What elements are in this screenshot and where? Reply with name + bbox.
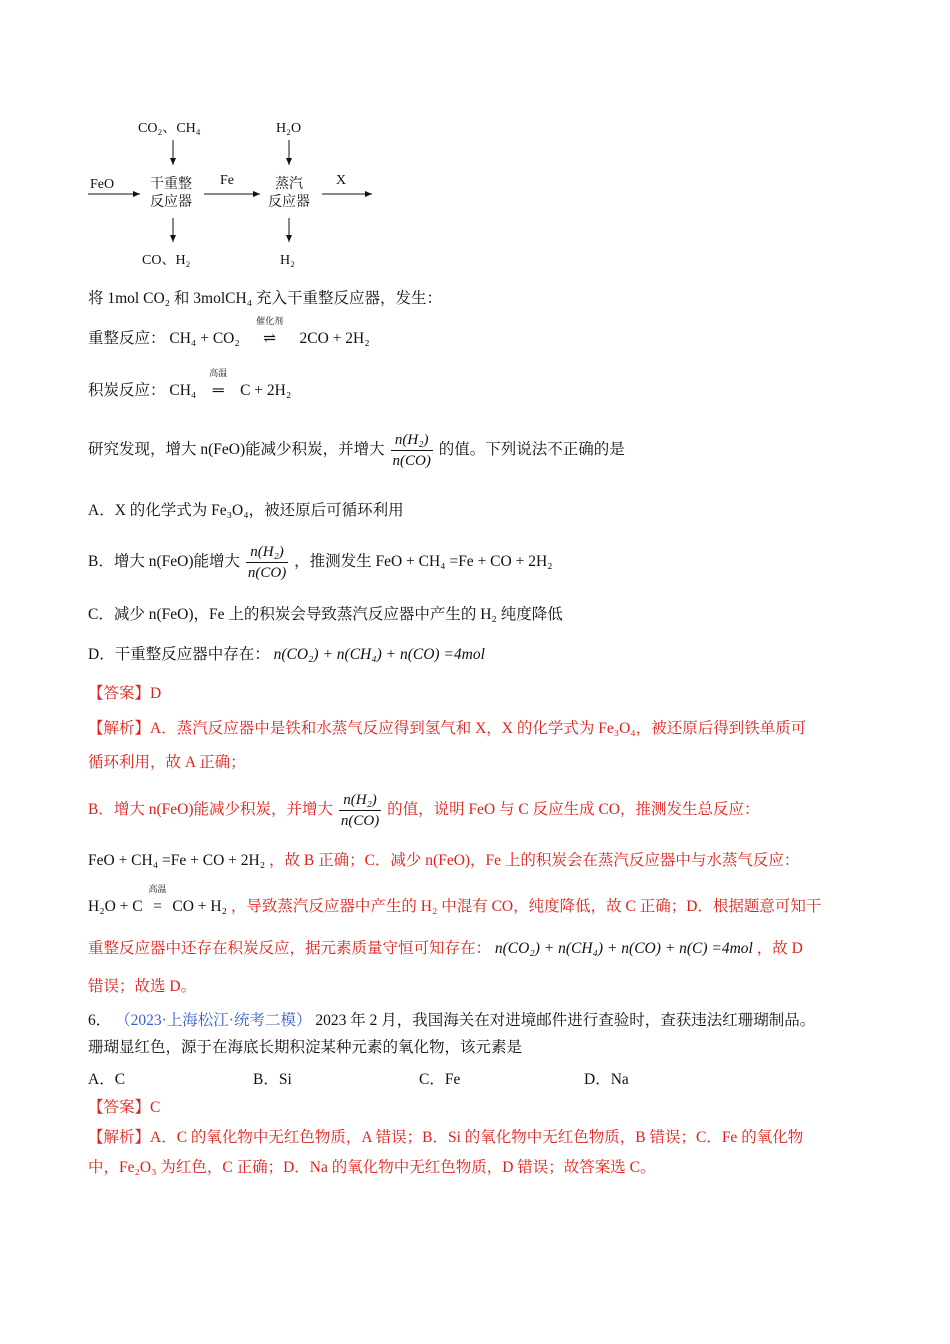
q6-source-link[interactable]: （2023·上海松江·统考二模） [115,1012,312,1029]
research-pre: 研究发现，增大 n(FeO)能减少积炭，并增大 [88,441,385,458]
analysis5-l6-eq: n(CO₂) + n(CH₄) + n(CO) + n(C) =4mol [494,940,753,957]
reactor2-line2: 反应器 [268,195,310,210]
mid-label: Fe [220,173,234,188]
option-b-post: ，推测发生 [294,553,372,570]
analysis5-l3-post: 的值，说明 FeO 与 C 反应生成 CO，推测发生总反应： [387,801,760,818]
option-d-pre: D．干重整反应器中存在： [88,646,270,663]
option-a: A．X 的化学式为 Fe₃O₄，被还原后可循环利用 [88,502,404,519]
analysis5-l5-rhs: CO + H₂ [172,898,227,915]
reactor1-line1: 干重整 [150,177,192,192]
analysis5-l5-cond [147,884,169,918]
analysis5-l4-text: ，故 B 正确；C．减少 n(FeO)，Fe 上的积炭会在蒸汽反应器中与水蒸气反应： [268,852,800,869]
ratio-num: n(H₂) [391,430,433,451]
analysis5-num: n(H₂) [339,790,381,811]
ratio-den: n(CO) [392,452,431,469]
analysis5-l4-eq: FeO + CH₄ =Fe + CO + 2H₂ [88,852,266,869]
analysis5-l3-pre: B．增大 n(FeO)能减少积炭，并增大 [88,801,333,818]
option-b-den: n(CO) [247,564,287,581]
q6-option-a: A．C [88,1071,126,1088]
analysis5-l1: 【解析】A．蒸汽反应器中是铁和水蒸气反应得到氢气和 X，X 的化学式为 Fe₃O₄，被还原后得到铁单质可 [88,720,807,737]
reform-label: 重整反应： [88,330,166,347]
analysis5-l5 [88,884,822,918]
carbon-lhs: CH₄ [169,382,197,399]
output-right-label: X [336,173,347,188]
out-bottom-left: CO、H₂ [142,253,191,268]
q6-option-d: D．Na [584,1071,629,1088]
q6-number: 6． [88,1012,112,1029]
analysis5-l6-end: ，故 D [756,940,803,957]
analysis5-l3 [88,788,760,832]
research-text [88,428,625,472]
option-b-fraction [246,542,288,583]
process-diagram [80,110,390,275]
carbon-label: 积炭反应： [88,382,166,399]
equilibrium-arrow-icon: ⇌ [263,330,277,347]
analysis5-l4 [88,850,799,872]
reform-cond-text: 催化剂 [256,316,284,326]
equals-sign-icon: = [153,898,162,915]
carbon-reaction [88,368,292,402]
option-b-eq: FeO + CH₄ =Fe + CO + 2H₂ [375,553,553,570]
reform-rhs: 2CO + 2H₂ [299,330,370,347]
analysis6-l1: 【解析】A．C 的氧化物中无红色物质，A 错误；B．Si 的氧化物中无红色物质，B 错误；C．Fe 的氧化物 [88,1129,804,1146]
analysis5-l2: 循环利用，故 A 正确； [88,754,246,771]
equals-sign-icon: ═ [212,382,224,399]
option-b-pre: B．增大 n(FeO)能增大 [88,553,240,570]
carbon-rhs: C + 2H₂ [240,382,292,399]
carbon-cond-text: 高温 [209,368,228,378]
analysis5-fraction [339,790,381,831]
option-b-num: n(H₂) [246,542,288,563]
q6-option-b: B．Si [253,1071,292,1088]
ratio-fraction [391,430,433,471]
q6-option-c: C．Fe [419,1071,461,1088]
analysis6-l2: 中，Fe₂O₃ 为红色，C 正确；D．Na 的氧化物中无红色物质，D 错误；故答案选 C。 [88,1159,656,1176]
carbon-condition [200,368,236,402]
analysis5-l5-text: ，导致蒸汽反应器中产生的 H₂ 中混有 CO，纯度降低，故 C 正确；D．根据题意可知干 [230,898,822,915]
analysis5-l5-lhs: H₂O + C [88,898,143,915]
option-d [88,644,485,666]
analysis5-l6 [88,938,803,960]
answer-6: 【答案】C [88,1099,161,1116]
reactor2-line1: 蒸汽 [275,177,303,192]
option-d-eq: n(CO₂) + n(CH₄) + n(CO) =4mol [273,646,485,663]
q6-line1 [88,1010,815,1032]
feed-top-left: CO₂、CH₄ [138,121,201,136]
reform-reaction [88,316,370,350]
reform-lhs: CH₄ + CO₂ [169,330,240,347]
feed-top-right: H₂O [276,121,302,136]
out-bottom-right: H₂ [280,253,295,268]
analysis5-l6-text: 重整反应器中还存在积炭反应，据元素质量守恒可知存在： [88,940,492,957]
q6-text1: 2023 年 2 月，我国海关在对进境邮件进行查验时，查获违法红珊瑚制品。 [315,1012,816,1029]
option-c: C．减少 n(FeO)，Fe 上的积炭会导致蒸汽反应器中产生的 H₂ 纯度降低 [88,606,563,623]
intro-text: 将 1mol CO₂ 和 3molCH₄ 充入干重整反应器，发生： [88,290,442,307]
input-left-label: FeO [90,177,115,192]
analysis5-l5-cond-text: 高温 [148,884,167,894]
analysis5-den: n(CO) [340,812,380,829]
option-b [88,540,553,584]
research-post: 的值。下列说法不正确的是 [438,441,625,458]
analysis5-l7: 错误；故选 D。 [88,978,197,995]
reactor1-line2: 反应器 [150,195,192,210]
q6-line2: 珊瑚显红色，源于在海底长期积淀某种元素的氧化物，该元素是 [88,1039,523,1056]
reform-condition [244,316,296,350]
answer-5: 【答案】D [88,685,162,702]
